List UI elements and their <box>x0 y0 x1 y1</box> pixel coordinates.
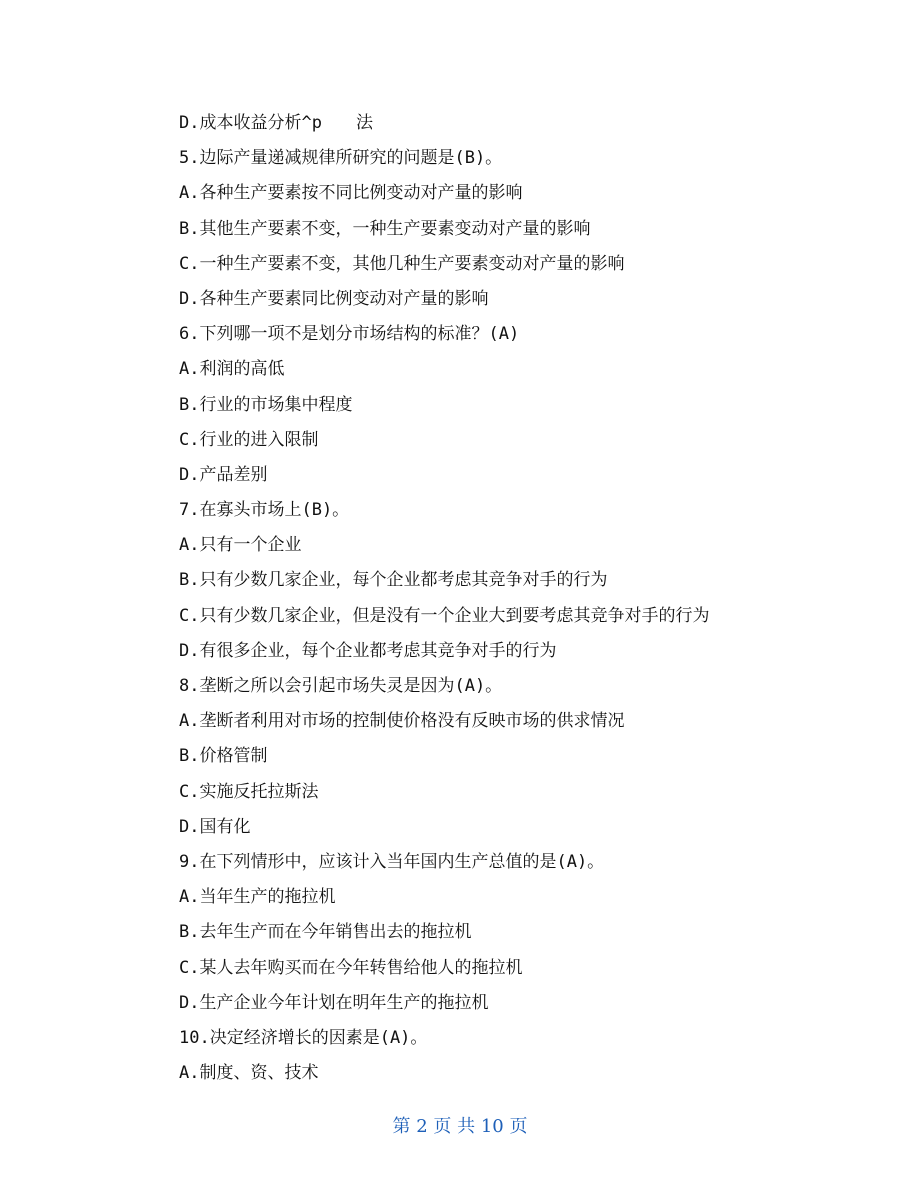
document-body <box>179 106 879 1091</box>
question-9: 9.在下列情形中，应该计入当年国内生产总值的是(A)。 <box>179 851 605 872</box>
page-footer: 第 2 页 共 10 页 <box>392 1116 528 1137</box>
question-6-option-b: B.行业的市场集中程度 <box>179 394 353 415</box>
question-8: 8.垄断之所以会引起市场失灵是因为(A)。 <box>179 676 503 696</box>
question-5: 5.边际产量递减规律所研究的问题是(B)。 <box>179 148 503 169</box>
question-5-option-d: D.各种生产要素同比例变动对产量的影响 <box>179 288 489 309</box>
question-8-option-a: A.垄断者利用对市场的控制使价格没有反映市场的供求情况 <box>179 711 625 732</box>
question-7-option-c: C.只有少数几家企业，但是没有一个企业大到要考虑其竞争对手的行为 <box>179 605 710 626</box>
question-6-option-a: A.利润的高低 <box>179 359 285 380</box>
question-7: 7.在寡头市场上(B)。 <box>179 500 350 521</box>
question-6: 6.下列哪一项不是划分市场结构的标准？(A) <box>179 324 520 345</box>
question-8-option-d: D.国有化 <box>179 816 251 837</box>
question-6-option-c: C.行业的进入限制 <box>179 429 319 450</box>
question-7-option-b: B.只有少数几家企业，每个企业都考虑其竞争对手的行为 <box>179 570 608 591</box>
question-5-option-b: B.其他生产要素不变，一种生产要素变动对产量的影响 <box>179 218 591 239</box>
question-5-option-c: C.一种生产要素不变，其他几种生产要素变动对产量的影响 <box>179 253 625 274</box>
question-9-option-a: A.当年生产的拖拉机 <box>179 887 336 908</box>
question-5-option-a: A.各种生产要素按不同比例变动对产量的影响 <box>179 183 523 204</box>
question-7-option-d: D.有很多企业，每个企业都考虑其竞争对手的行为 <box>179 640 557 661</box>
question-10: 10.决定经济增长的因素是(A)。 <box>179 1027 428 1048</box>
question-6-option-d: D.产品差别 <box>179 464 268 485</box>
question-10-option-a: A.制度、资、技术 <box>179 1063 319 1084</box>
question-7-option-a: A.只有一个企业 <box>179 535 302 556</box>
text-line: D.成本收益分析^p 法 <box>179 113 373 133</box>
question-9-option-b: B.去年生产而在今年销售出去的拖拉机 <box>179 922 472 943</box>
question-9-option-d: D.生产企业今年计划在明年生产的拖拉机 <box>179 992 489 1013</box>
question-8-option-b: B.价格管制 <box>179 746 268 767</box>
question-8-option-c: C.实施反托拉斯法 <box>179 781 319 802</box>
question-9-option-c: C.某人去年购买而在今年转售给他人的拖拉机 <box>179 957 523 978</box>
